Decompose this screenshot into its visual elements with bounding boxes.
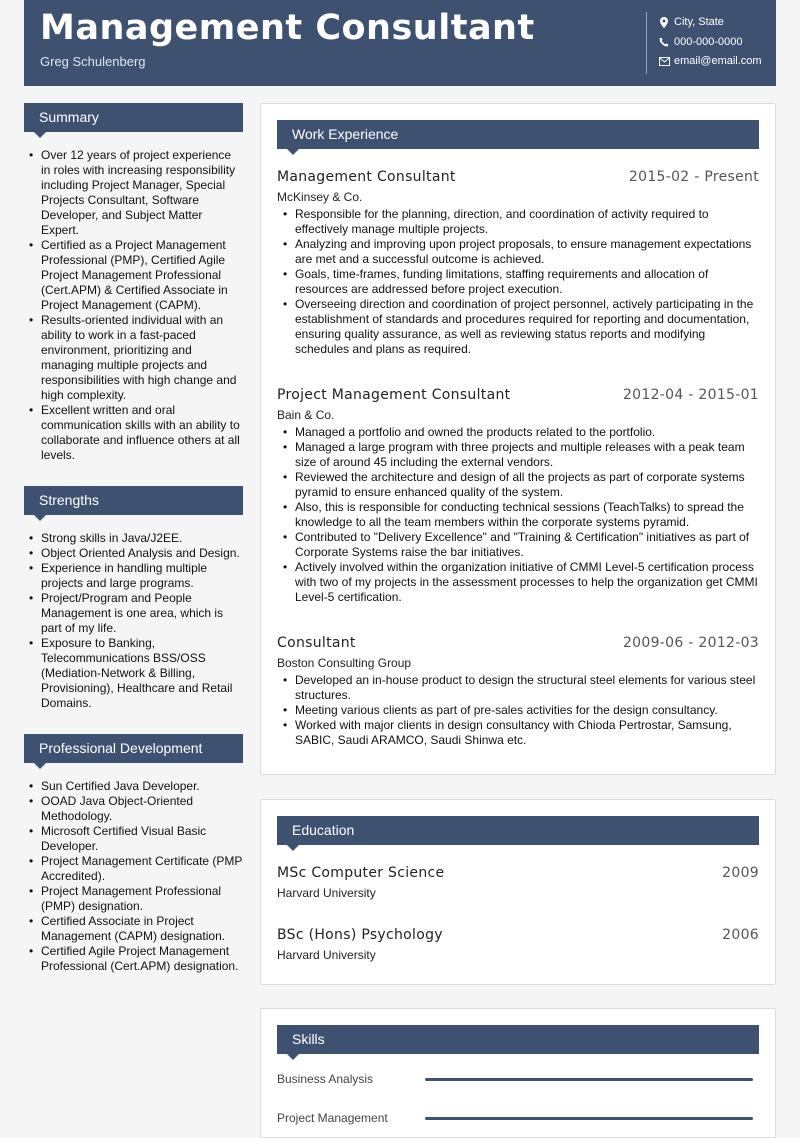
list-item: • Developed an in-house product to design the structural steel elements for various steel structures. xyxy=(277,673,759,703)
development-heading: Professional Development xyxy=(24,734,243,763)
skill-level-fill xyxy=(425,1117,753,1120)
job-date: 2015-02 - Present xyxy=(628,169,759,185)
person-name: Greg Schulenberg xyxy=(40,54,146,69)
list-item: • Strong skills in Java/J2EE. xyxy=(24,531,243,546)
list-item: • Worked with major clients in design consultancy with Chioda Pertrostar, Samsung, SABIC, Saudi ARAMCO, Saudi Shinwa etc. xyxy=(277,718,759,748)
degree-title: MSc Computer Science xyxy=(277,865,445,881)
summary-heading: Summary xyxy=(24,103,243,132)
job-date: 2009-06 - 2012-03 xyxy=(622,635,759,651)
skill-row xyxy=(277,1072,753,1088)
header-divider xyxy=(646,12,647,74)
job-duties xyxy=(277,673,759,748)
location-pin-icon xyxy=(658,17,670,28)
location-text: City, State xyxy=(674,16,724,28)
strengths-list xyxy=(24,515,243,711)
envelope-icon xyxy=(658,57,670,66)
contact-phone xyxy=(658,36,743,48)
resume-header xyxy=(24,0,776,86)
list-item: • Experience in handling multiple projects and large programs. xyxy=(24,561,243,591)
degree-title: BSc (Hons) Psychology xyxy=(277,927,443,943)
job-entry xyxy=(261,387,775,605)
skills-card xyxy=(260,1008,776,1138)
list-item: • Certified as a Project Management Professional (PMP), Certified Agile Project Management Professional (Cert.APM) & Certified Associate in Project Management (CAPM). xyxy=(24,238,243,313)
list-item: • Meeting various clients as part of pre-sales activities for the design consultancy. xyxy=(277,703,759,718)
list-item: • Reviewed the architecture and design of all the projects as part of corporate systems pyramid to ensure enhanced quality of the system. xyxy=(277,470,759,500)
phone-icon xyxy=(658,37,670,47)
list-item: • Contributed to "Delivery Excellence" and "Training & Certification" initiatives as part of Corporate Systems raise the bar initiatives. xyxy=(277,530,759,560)
list-item: • Project Management Professional (PMP) designation. xyxy=(24,884,243,914)
education-heading: Education xyxy=(277,816,759,845)
list-item: • Project/Program and People Management is one area, which is part of my life. xyxy=(24,591,243,636)
list-item: • Over 12 years of project experience in roles with increasing responsibility including Project Manager, Special Projects Consultant, Software Developer, and Subject Matter Expert. xyxy=(24,148,243,238)
list-item: • Actively involved within the organization initiative of CMMI Level-5 certification process with two of my projects in the assessment processes to help the organization get CMMI Level-5 certification. xyxy=(277,560,759,605)
skill-name: Business Analysis xyxy=(277,1072,374,1086)
job-entry xyxy=(261,169,775,357)
list-item: • Managed a portfolio and owned the products related to the portfolio. xyxy=(277,425,759,440)
resume-title: Management Consultant xyxy=(40,8,535,48)
school-name: Harvard University xyxy=(277,886,376,900)
list-item: • Responsible for the planning, direction, and coordination of activity required to effectively manage multiple projects. xyxy=(277,207,759,237)
list-item: • Results-oriented individual with an ability to work in a fast-paced environment, prioritizing and managing multiple projects and responsibilities with high change and high complexity. xyxy=(24,313,243,403)
sidebar xyxy=(24,103,243,1128)
skill-level-fill xyxy=(425,1078,753,1081)
list-item: • Overseeing direction and coordination of project personnel, actively participating in the establishment of standards and procedures required for reporting and documentation, ensuring quality assurance, as well as reviewing status reports and modifying schedules and plans as required. xyxy=(277,297,759,357)
work-experience-card xyxy=(260,103,776,775)
skill-name: Project Management xyxy=(277,1111,388,1125)
job-title: Consultant xyxy=(277,635,356,651)
list-item: • Certified Associate in Project Management (CAPM) designation. xyxy=(24,914,243,944)
list-item: • Sun Certified Java Developer. xyxy=(24,779,243,794)
list-item: • Exposure to Banking, Telecommunications BSS/OSS (Mediation-Network & Billing, Provisioning), Healthcare and Retail Domains. xyxy=(24,636,243,711)
list-item: • Certified Agile Project Management Professional (Cert.APM) designation. xyxy=(24,944,243,974)
job-org: Bain & Co. xyxy=(277,408,335,422)
job-duties xyxy=(277,207,759,357)
skill-level-bar xyxy=(425,1117,753,1120)
list-item: • Analyzing and improving upon project proposals, to ensure management expectations are met and a successful outcome is achieved. xyxy=(277,237,759,267)
education-card xyxy=(260,799,776,985)
degree-year: 2009 xyxy=(722,865,759,881)
job-duties xyxy=(277,425,759,605)
list-item: • Excellent written and oral communication skills with an ability to collaborate and influence others at all levels. xyxy=(24,403,243,463)
email-text[interactable]: email@email.com xyxy=(674,55,762,67)
school-name: Harvard University xyxy=(277,948,376,962)
education-entry xyxy=(261,865,775,900)
education-entry xyxy=(261,927,775,962)
job-title: Management Consultant xyxy=(277,169,456,185)
list-item: • Object Oriented Analysis and Design. xyxy=(24,546,243,561)
skill-row xyxy=(277,1111,753,1127)
strengths-heading: Strengths xyxy=(24,486,243,515)
job-date: 2012-04 - 2015-01 xyxy=(622,387,759,403)
degree-year: 2006 xyxy=(722,927,759,943)
list-item: • Microsoft Certified Visual Basic Developer. xyxy=(24,824,243,854)
work-heading: Work Experience xyxy=(277,120,759,149)
contact-location xyxy=(658,16,724,28)
development-list xyxy=(24,763,243,974)
job-title: Project Management Consultant xyxy=(277,387,511,403)
list-item: • Project Management Certificate (PMP Accredited). xyxy=(24,854,243,884)
list-item: • Goals, time-frames, funding limitations, staffing requirements and allocation of resources are addressed before project execution. xyxy=(277,267,759,297)
phone-text: 000-000-0000 xyxy=(674,36,743,48)
summary-list xyxy=(24,132,243,463)
job-org: McKinsey & Co. xyxy=(277,190,363,204)
job-org: Boston Consulting Group xyxy=(277,656,412,670)
list-item: • OOAD Java Object-Oriented Methodology. xyxy=(24,794,243,824)
list-item: • Managed a large program with three projects and multiple releases with a peak team size of around 45 including the external vendors. xyxy=(277,440,759,470)
skill-level-bar xyxy=(425,1078,753,1081)
skills-heading: Skills xyxy=(277,1025,759,1054)
list-item: • Also, this is responsible for conducting technical sessions (TeachTalks) to spread the knowledge to all the team members within the corporate systems pyramid. xyxy=(277,500,759,530)
contact-email[interactable] xyxy=(658,55,762,67)
job-entry xyxy=(261,635,775,748)
